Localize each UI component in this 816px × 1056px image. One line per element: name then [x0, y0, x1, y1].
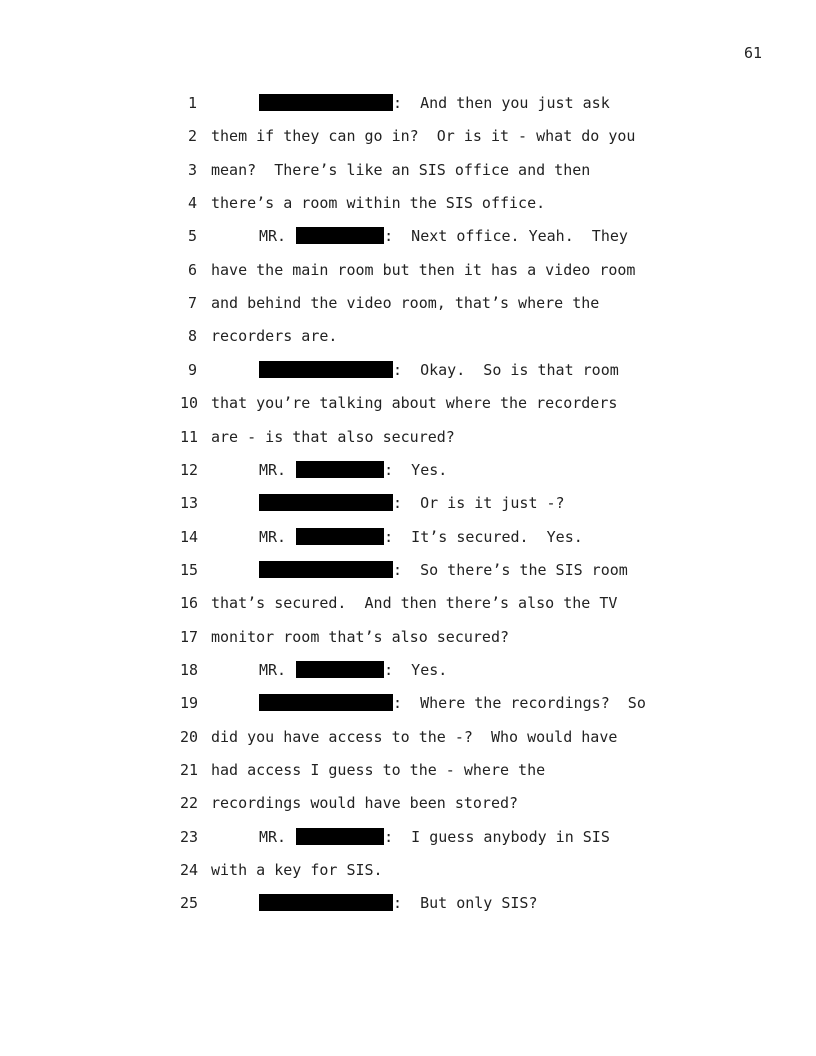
line-text: had access I guess to the - where the [211, 761, 546, 779]
line-content [259, 893, 538, 913]
line-text: : And then you just ask [393, 94, 610, 112]
redaction-bar [296, 461, 384, 478]
line-content [259, 493, 565, 513]
speaker-title: MR. [259, 227, 287, 245]
line-number: 12 [180, 461, 199, 479]
line-content [211, 593, 617, 613]
redaction-bar [296, 227, 384, 244]
line-content [259, 693, 646, 713]
line-text: with a key for SIS. [211, 861, 383, 879]
line-text: : Okay. So is that room [393, 361, 619, 379]
line-text: : It’s secured. Yes. [384, 528, 583, 546]
line-text: and behind the video room, that’s where the [211, 294, 600, 312]
redaction-bar [296, 661, 384, 678]
redaction-bar [259, 94, 393, 111]
line-number: 4 [187, 194, 197, 212]
line-content [259, 360, 619, 380]
line-content [211, 760, 545, 780]
redaction-bar [259, 361, 393, 378]
line-number: 16 [180, 594, 199, 612]
line-content [211, 393, 617, 413]
line-text: are - is that also secured? [211, 428, 455, 446]
line-content [211, 727, 617, 747]
line-text: : I guess anybody in SIS [384, 828, 610, 846]
redaction-bar [296, 528, 384, 545]
line-content [259, 827, 610, 847]
page-number: 61 [743, 44, 762, 62]
speaker-title: MR. [259, 528, 287, 546]
line-text: : Next office. Yeah. They [384, 227, 628, 245]
line-number: 7 [187, 294, 197, 312]
line-content [211, 793, 518, 813]
line-content [259, 460, 447, 480]
line-number: 15 [180, 561, 199, 579]
speaker-title: MR. [259, 828, 287, 846]
line-content [211, 860, 383, 880]
line-number: 24 [180, 861, 199, 879]
line-number: 1 [187, 94, 197, 112]
redaction-bar [259, 894, 393, 911]
line-text: that you’re talking about where the recorders [211, 394, 618, 412]
line-text: : So there’s the SIS room [393, 561, 628, 579]
line-number: 6 [187, 261, 197, 279]
line-content [211, 326, 337, 346]
redaction-bar [259, 494, 393, 511]
line-text: recordings would have been stored? [211, 794, 519, 812]
line-number: 5 [187, 227, 197, 245]
line-text: : Yes. [384, 461, 448, 479]
speaker-title: MR. [259, 461, 287, 479]
line-content [259, 226, 628, 246]
line-content [259, 527, 583, 547]
line-text: : But only SIS? [393, 894, 538, 912]
line-content [259, 560, 628, 580]
line-number: 20 [180, 728, 199, 746]
line-number: 2 [187, 127, 197, 145]
line-text: have the main room but then it has a video room [211, 261, 636, 279]
line-text: : Where the recordings? So [393, 694, 646, 712]
line-content [259, 660, 447, 680]
line-text: : Yes. [384, 661, 448, 679]
line-text: them if they can go in? Or is it - what do you [211, 127, 636, 145]
line-number: 18 [180, 661, 199, 679]
line-number: 9 [187, 361, 197, 379]
line-number: 17 [180, 628, 199, 646]
line-content [259, 93, 610, 113]
redaction-bar [259, 694, 393, 711]
line-number: 13 [180, 494, 199, 512]
line-text: : Or is it just -? [393, 494, 565, 512]
line-content [211, 293, 599, 313]
line-text: there’s a room within the SIS office. [211, 194, 546, 212]
line-text: that’s secured. And then there’s also the TV [211, 594, 618, 612]
redaction-bar [259, 561, 393, 578]
line-number: 3 [187, 161, 197, 179]
line-number: 14 [180, 528, 199, 546]
line-number: 22 [180, 794, 199, 812]
line-text: mean? There’s like an SIS office and then [211, 161, 591, 179]
line-content [211, 193, 545, 213]
line-number: 11 [180, 428, 199, 446]
line-text: recorders are. [211, 327, 338, 345]
line-content [211, 427, 455, 447]
line-content [211, 126, 635, 146]
line-content [211, 260, 635, 280]
line-number: 21 [180, 761, 199, 779]
line-text: did you have access to the -? Who would have [211, 728, 618, 746]
speaker-title: MR. [259, 661, 287, 679]
line-number: 19 [180, 694, 199, 712]
line-text: monitor room that’s also secured? [211, 628, 510, 646]
line-number: 25 [180, 894, 199, 912]
line-number: 23 [180, 828, 199, 846]
redaction-bar [296, 828, 384, 845]
line-content [211, 627, 509, 647]
line-content [211, 160, 590, 180]
line-number: 10 [180, 394, 199, 412]
line-number: 8 [187, 327, 197, 345]
